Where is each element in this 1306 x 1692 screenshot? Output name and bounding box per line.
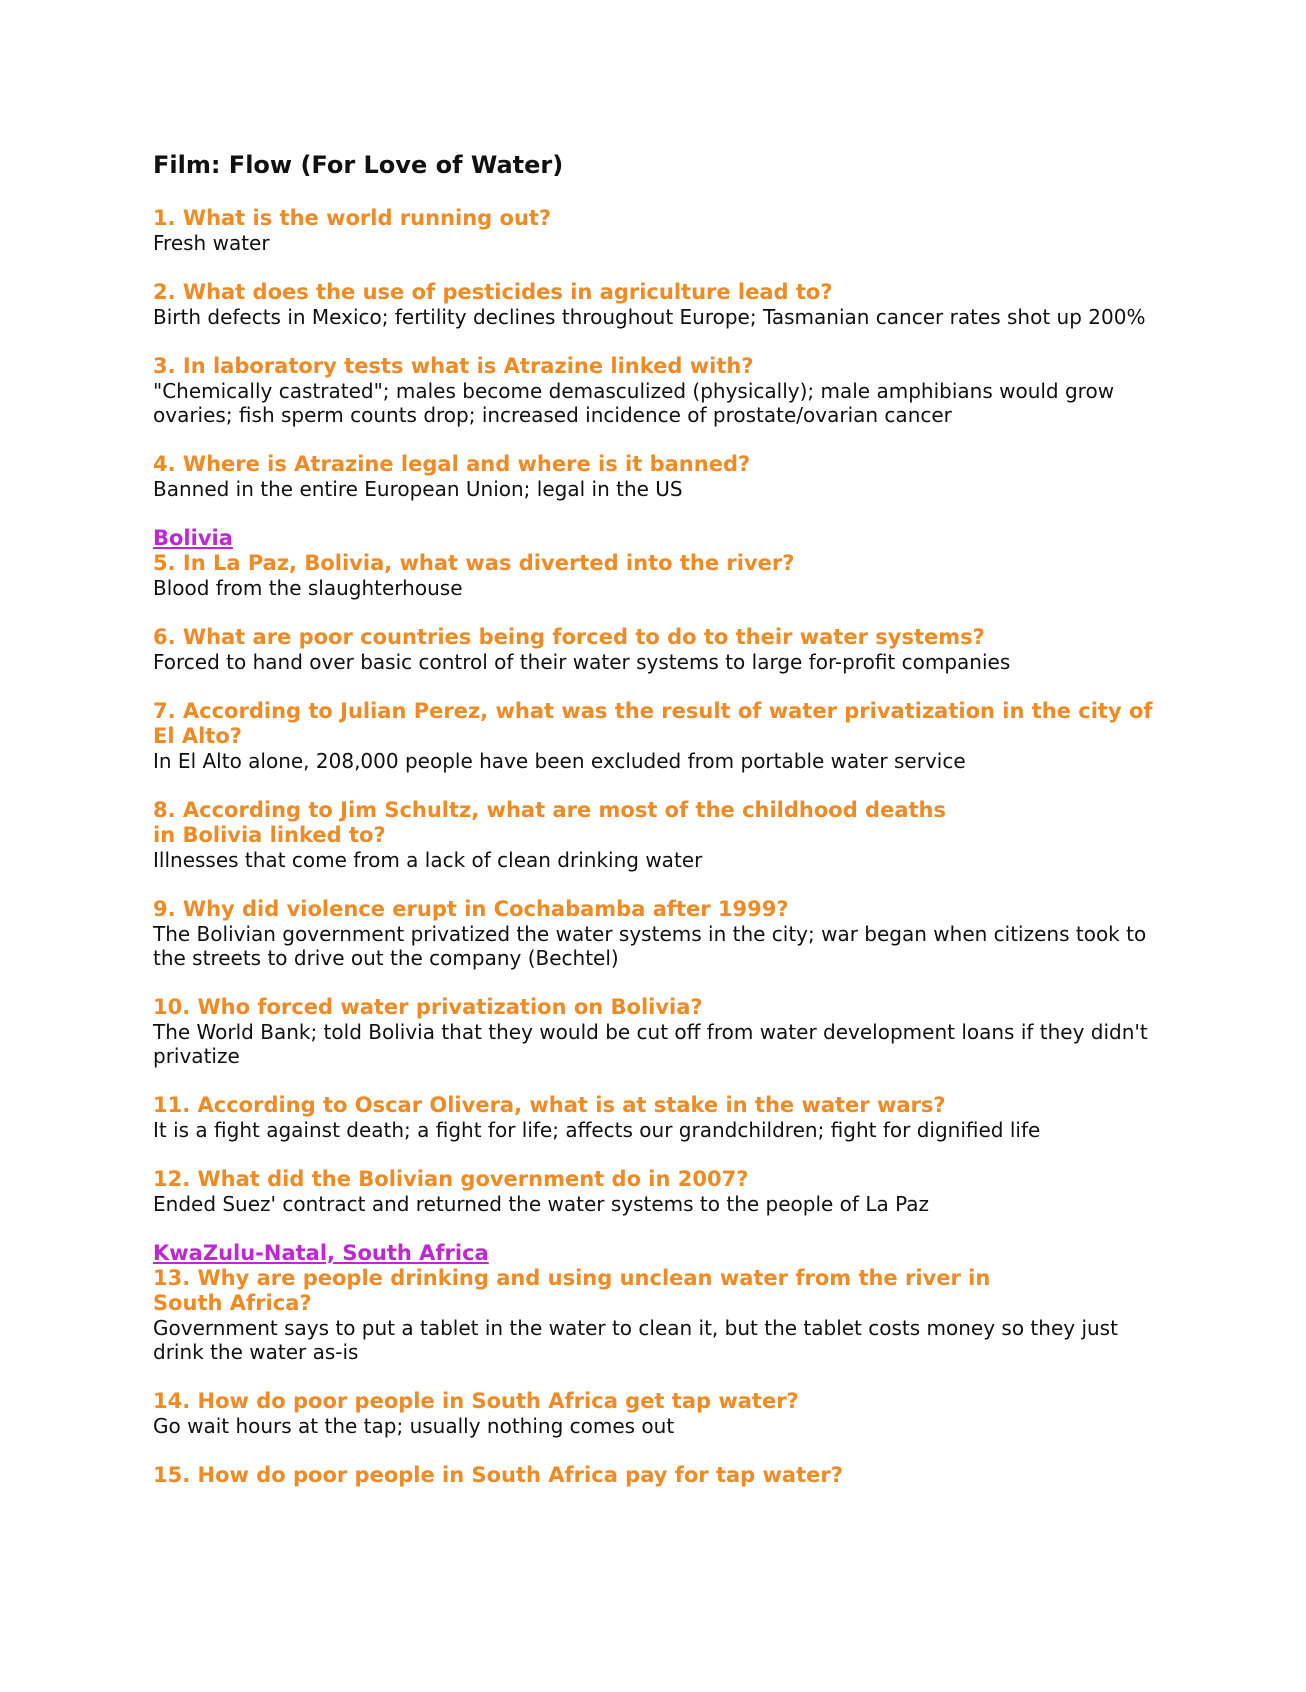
qa-item [153,526,1163,600]
question: 7. According to Julian Perez, what was the result of water privatization in the city of El Alto? [153,699,1153,748]
qa-item [153,280,1163,329]
qa-item [153,1241,1163,1364]
question: 12. What did the Bolivian government do in 2007? [153,1167,749,1191]
question: 14. How do poor people in South Africa get tap water? [153,1389,799,1413]
answer: Illnesses that come from a lack of clean drinking water [153,848,703,872]
qa-item [153,452,1163,501]
answer: It is a fight against death; a fight for life; affects our grandchildren; fight for dignified life [153,1118,1041,1142]
question: 10. Who forced water privatization on Bolivia? [153,995,703,1019]
section-heading-kwazulu-natal: KwaZulu-Natal, South Africa [153,1241,489,1265]
qa-item [153,625,1163,674]
question: 15. How do poor people in South Africa pay for tap water? [153,1463,843,1487]
question: 4. Where is Atrazine legal and where is it banned? [153,452,751,476]
answer: Go wait hours at the tap; usually nothing comes out [153,1414,675,1438]
question: 11. According to Oscar Olivera, what is at stake in the water wars? [153,1093,946,1117]
qa-item [153,354,1163,427]
question: 5. In La Paz, Bolivia, what was diverted into the river? [153,551,795,575]
question: 1. What is the world running out? [153,206,552,230]
answer: Fresh water [153,231,270,255]
answer: The World Bank; told Bolivia that they would be cut off from water development loans if they didn't privatize [153,1020,1148,1068]
qa-item [153,1093,1163,1142]
answer: Blood from the slaughterhouse [153,576,463,600]
answer: Forced to hand over basic control of their water systems to large for-profit companies [153,650,1011,674]
question: 13. Why are people drinking and using unclean water from the river in South Africa? [153,1266,991,1315]
answer: "Chemically castrated"; males become demasculized (physically); male amphibians would grow ovaries; fish sperm counts drop; increased incidence of prostate/ovarian cancer [153,379,1115,427]
qa-item [153,798,1163,872]
question: 8. According to Jim Schultz, what are most of the childhood deaths in Bolivia linked to? [153,798,946,847]
answer: Banned in the entire European Union; legal in the US [153,477,683,501]
qa-item [153,995,1163,1068]
question: 6. What are poor countries being forced to do to their water systems? [153,625,985,649]
answer: The Bolivian government privatized the water systems in the city; war began when citizens took to the streets to drive out the company (Bechtel) [153,922,1147,970]
document-title: Film: Flow (For Love of Water) [153,151,564,179]
section-heading-bolivia: Bolivia [153,526,233,550]
answer: Ended Suez' contract and returned the water systems to the people of La Paz [153,1192,929,1216]
question: 3. In laboratory tests what is Atrazine linked with? [153,354,754,378]
qa-item [153,1463,1163,1488]
document-page [153,150,1163,1513]
qa-item [153,897,1163,970]
qa-item [153,206,1163,255]
qa-item [153,699,1163,773]
qa-item [153,1167,1163,1216]
question: 2. What does the use of pesticides in agriculture lead to? [153,280,833,304]
qa-item [153,1389,1163,1438]
answer: Government says to put a tablet in the water to clean it, but the tablet costs money so they just drink the water as-is [153,1316,1118,1364]
question: 9. Why did violence erupt in Cochabamba after 1999? [153,897,789,921]
answer: In El Alto alone, 208,000 people have been excluded from portable water service [153,749,966,773]
answer: Birth defects in Mexico; fertility declines throughout Europe; Tasmanian cancer rates shot up 200% [153,305,1146,329]
